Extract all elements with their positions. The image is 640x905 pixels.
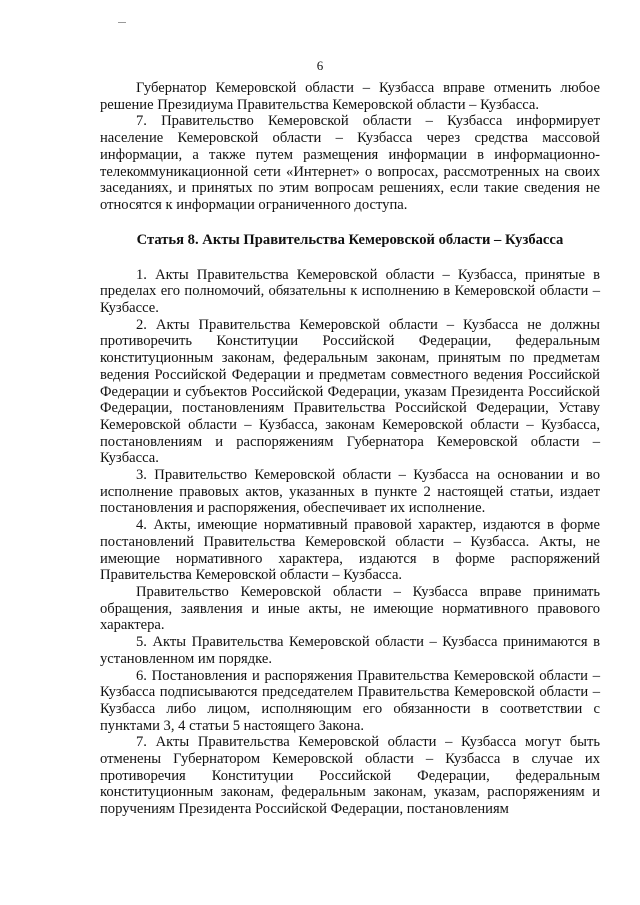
paragraph: 7. Акты Правительства Кемеровской области – Кузбасса могут быть отменены Губернатором Кемеровской области – Кузбасса в случае их противоречия Конституции Российской Федерации, федеральным конституционным законам, федеральным законам, указам, распоряжениям и поручениям Президента Российской Федерации, постановлениям	[100, 734, 600, 818]
paragraph: 2. Акты Правительства Кемеровской области – Кузбасса не должны противоречить Конституции Российской Федерации, федеральным конституционным законам, федеральным законам, принятым по предметам ведения Российской Федерации и предметам совместного ведения Российской Федерации и субъектов Российской Федерации, указам Президента Российской Федерации, постановлениям Правительства Российской Федерации, Уставу Кемеровской области – Кузбасса, законам Кемеровской области – Кузбасса, постановлениям и распоряжениям Губернатора Кемеровской области – Кузбасса.	[100, 316, 600, 467]
paragraph: Правительство Кемеровской области – Кузбасса вправе принимать обращения, заявления и иные акты, не имеющие нормативного правового характера.	[100, 583, 600, 634]
paragraph: 6. Постановления и распоряжения Правительства Кемеровской области – Кузбасса подписываются председателем Правительства Кемеровской области – Кузбасса либо лицом, исполняющим его обязанности в соответствии с пунктами 3, 4 статьи 5 настоящего Закона.	[100, 667, 600, 734]
page-number: 6	[316, 58, 324, 73]
scan-mark	[118, 22, 126, 23]
document-body	[100, 80, 600, 818]
paragraph: 5. Акты Правительства Кемеровской области – Кузбасса принимаются в установленном им порядке.	[100, 634, 600, 667]
paragraph: 7. Правительство Кемеровской области – Кузбасса информирует население Кемеровской области – Кузбасса через средства массовой информации, а также путем размещения информации в информационно-телекоммуникационной сети «Интернет» о вопросах, рассмотренных на своих заседаниях, и принятых по этим вопросам решениях, если такие сведения не относятся к информации ограниченного доступа.	[100, 113, 600, 213]
paragraph: 1. Акты Правительства Кемеровской области – Кузбасса, принятые в пределах его полномочий, обязательны к исполнению в Кемеровской области – Кузбассе.	[100, 266, 600, 317]
paragraph: 3. Правительство Кемеровской области – Кузбасса на основании и во исполнение правовых актов, указанных в пункте 2 настоящей статьи, издает постановления и распоряжения, обеспечивает их исполнение.	[100, 467, 600, 517]
article-heading: Статья 8. Акты Правительства Кемеровской области – Кузбасса	[136, 231, 564, 248]
paragraph: 4. Акты, имеющие нормативный правовой характер, издаются в форме постановлений Правительства Кемеровской области – Кузбасса. Акты, не имеющие нормативного характера, издаются в форме распоряжений Правительства Кемеровской области – Кузбасса.	[100, 517, 600, 584]
paragraph: Губернатор Кемеровской области – Кузбасса вправе отменить любое решение Президиума Правительства Кемеровской области – Кузбасса.	[100, 80, 600, 113]
